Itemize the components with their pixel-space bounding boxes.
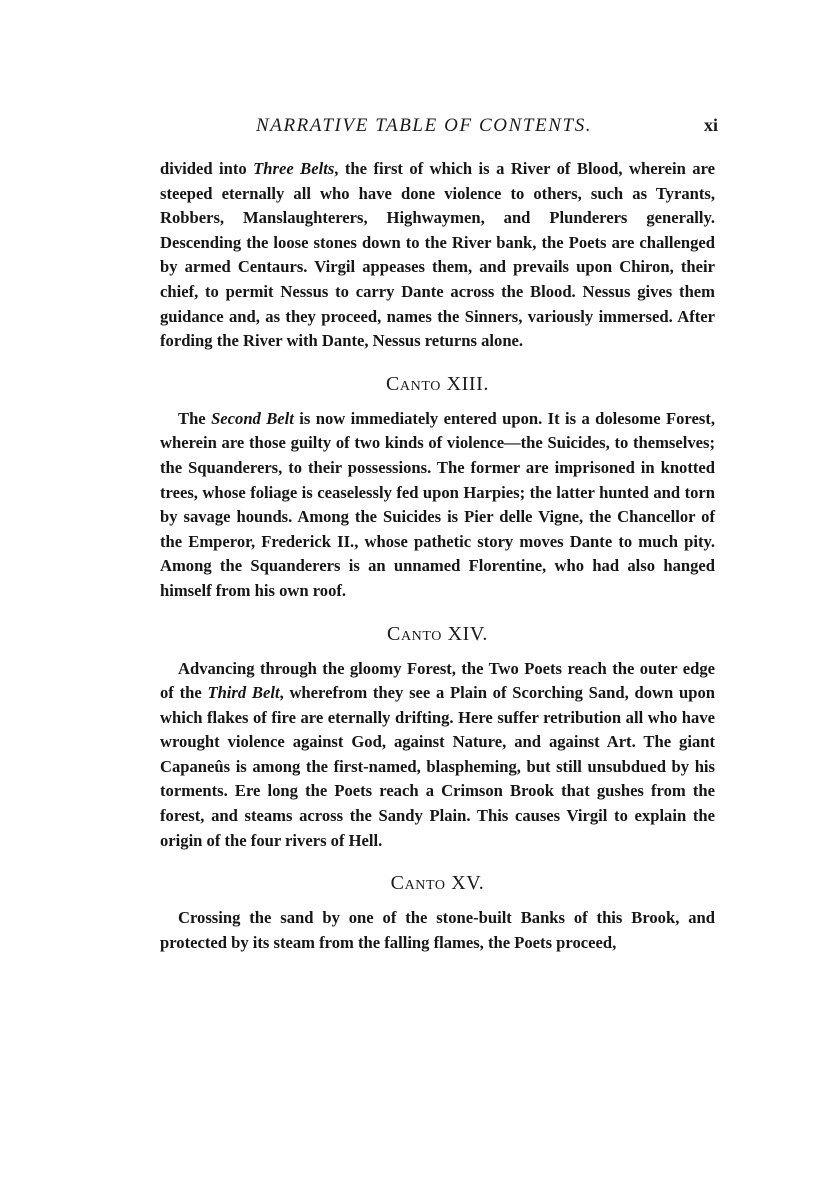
text-run: , wherefrom they see a Plain of Scorching Sand, down upon which flakes of fire are eternally drifting. Here suffer retribution all who have wrought violence against God, against Nature, and against Art. The giant Capaneûs is among the first-named, blaspheming, but still unsubdued by his torments. Ere long the Poets reach a Crimson Brook that gushes from the forest, and steams across the Sandy Plain. This causes Virgil to explain the origin of the four rivers of Hell. <box>160 683 715 850</box>
canto-14-heading <box>160 621 715 647</box>
paragraph-canto-13 <box>160 407 715 604</box>
canto-number: XV. <box>451 872 485 895</box>
page-number: xi <box>703 115 718 135</box>
italic-term-three-belts: Three Belts <box>253 159 335 178</box>
canto-label: Canto <box>387 622 442 645</box>
canto-13-heading <box>160 371 715 397</box>
page-body <box>160 157 715 955</box>
text-run: Crossing the sand by one of the stone-built Banks of this Brook, and protected by its steam from the falling flames, the Poets proceed, <box>160 908 715 952</box>
text-run: The <box>178 408 212 428</box>
paragraph-canto-14 <box>160 657 715 854</box>
text-run: divided into <box>160 159 254 178</box>
canto-number: XIII. <box>446 372 490 395</box>
running-title: NARRATIVE TABLE OF CONTENTS. <box>256 115 593 136</box>
running-head <box>160 115 720 139</box>
text-run: Advancing through the gloomy Forest, the Two Poets reach the outer edge of the <box>160 658 715 703</box>
paragraph-canto-12-continuation <box>160 157 715 354</box>
canto-label: Canto <box>385 372 441 395</box>
text-run: is now immediately entered upon. It is a dolesome Forest, wherein are those guilty of two kinds of violence—the Suicides, to themselves; the Squanderers, to their possessions. The former are imprisoned in knotted trees, whose foliage is ceaselessly fed upon Harpies; the latter hunted and torn by savage hounds. Among the Suicides is Pier delle Vigne, the Chancellor of the Emperor, Frederick II., whose pathetic story moves Dante to much pity. Among the Squanderers is an unnamed Florentine, who had also hanged himself from his own roof. <box>160 408 715 600</box>
canto-15-heading <box>160 870 715 896</box>
canto-number: XIV. <box>447 622 488 645</box>
italic-term-second-belt: Second Belt <box>211 408 294 428</box>
canto-label: Canto <box>390 872 446 895</box>
paragraph-canto-15 <box>160 906 715 955</box>
text-run: , the first of which is a River of Blood, wherein are steeped eternally all who have done violence to others, such as Tyrants, Robbers, Manslaughterers, Highwaymen, and Plunderers generally. Descending the loose stones down to the River bank, the Poets are challenged by armed Centaurs. Virgil appeases them, and prevails upon Chiron, their chief, to permit Nessus to carry Dante across the Blood. Nessus gives them guidance and, as they proceed, names the Sinners, variously immersed. After fording the River with Dante, Nessus returns alone. <box>160 159 716 351</box>
italic-term-third-belt: Third Belt <box>207 683 280 703</box>
